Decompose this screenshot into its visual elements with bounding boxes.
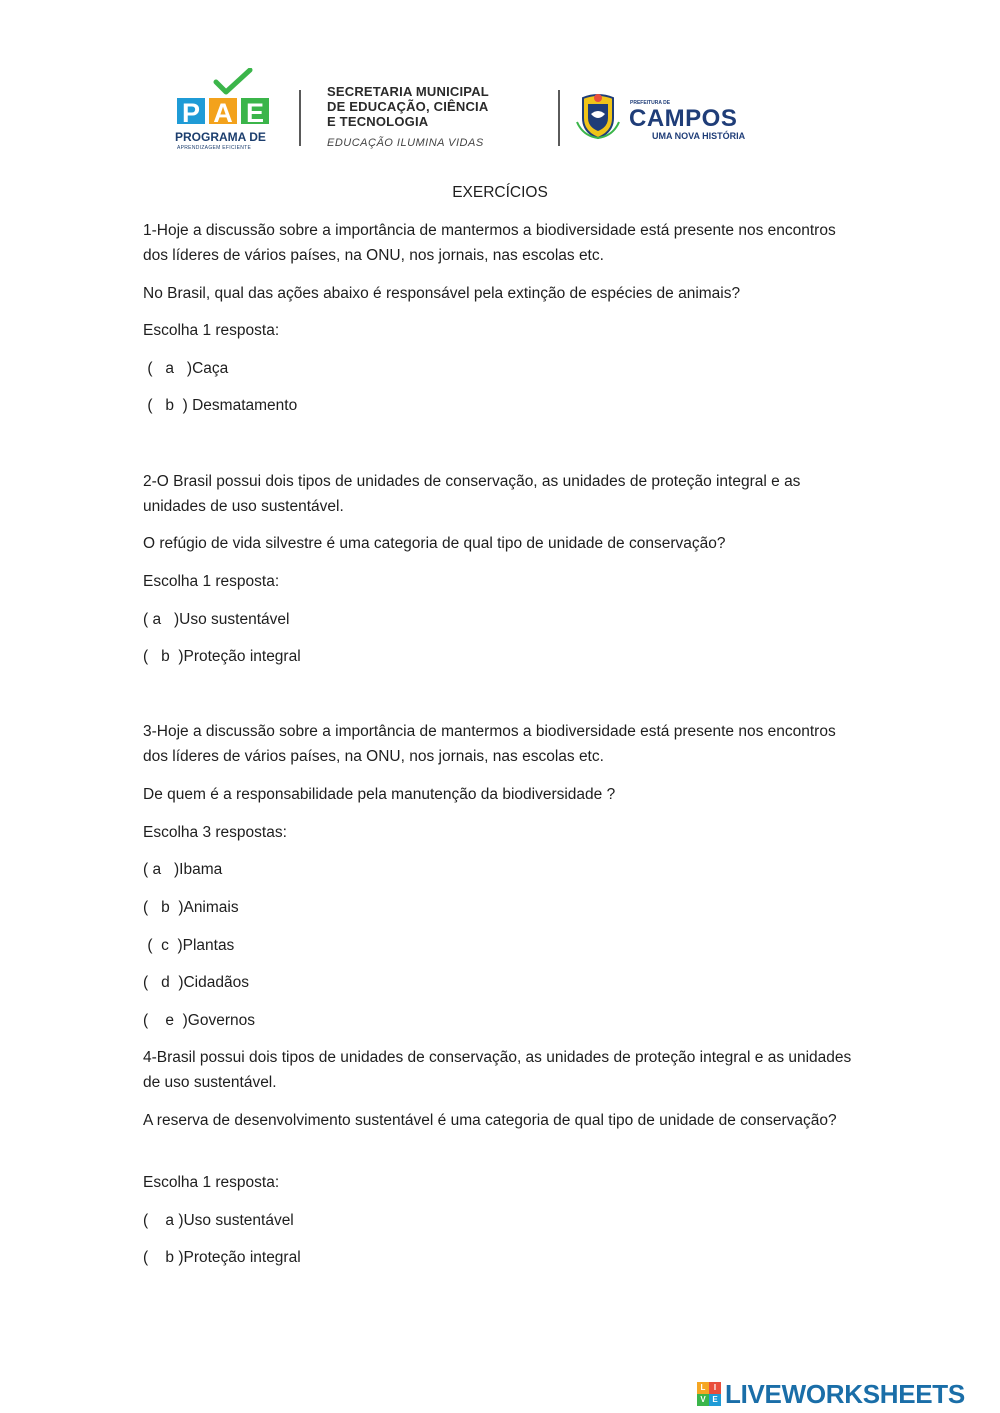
mark-letter: L — [697, 1382, 709, 1394]
question-2-instruction: Escolha 1 resposta: — [143, 573, 280, 590]
page-header — [170, 64, 790, 156]
pae-letter-e: E — [239, 96, 271, 126]
question-4-option-a[interactable]: ( a )Uso sustentável — [143, 1212, 294, 1229]
city-name: CAMPOS — [629, 105, 738, 132]
question-3-option-b[interactable]: ( b )Animais — [143, 899, 239, 916]
question-1-prompt: No Brasil, qual das ações abaixo é responsável pela extinção de espécies de animais? — [143, 285, 741, 302]
pae-letter-p: P — [175, 96, 207, 126]
pae-subtitle: PROGRAMA DE — [175, 130, 266, 144]
liveworksheets-mark-icon — [697, 1382, 721, 1406]
mark-letter: E — [709, 1394, 721, 1406]
secretaria-slogan: EDUCAÇÃO ILUMINA VIDAS — [327, 137, 484, 149]
header-divider — [299, 90, 301, 146]
question-4-prompt: A reserva de desenvolvimento sustentável é uma categoria de qual tipo de unidade de conservação? — [143, 1112, 837, 1129]
secretaria-logo — [327, 84, 489, 149]
question-4-text: 4-Brasil possui dois tipos de unidades de conservação, as unidades de proteção integral e as unidades de uso sustentável. — [143, 1049, 856, 1091]
prefeitura-label: PREFEITURA DE — [630, 100, 671, 106]
question-1-option-b[interactable]: ( b ) Desmatamento — [143, 397, 298, 414]
question-3-option-e[interactable]: ( e )Governos — [143, 1012, 255, 1029]
checkmark-icon — [213, 68, 253, 96]
pae-logo — [173, 68, 283, 158]
question-4-instruction: Escolha 1 resposta: — [143, 1174, 280, 1191]
question-3-option-c[interactable]: ( c )Plantas — [143, 937, 235, 954]
question-2-prompt: O refúgio de vida silvestre é uma categoria de qual tipo de unidade de conservação? — [143, 535, 726, 552]
mark-letter: V — [697, 1394, 709, 1406]
question-1-text: 1-Hoje a discussão sobre a importância de mantermos a biodiversidade está presente nos encontros dos líderes de vários países, na ONU, nos jornais, nas escolas etc. — [143, 222, 841, 264]
question-4-option-b[interactable]: ( b )Proteção integral — [143, 1249, 301, 1266]
liveworksheets-logo — [697, 1378, 965, 1410]
question-1-instruction: Escolha 1 resposta: — [143, 322, 280, 339]
question-1-option-a[interactable]: ( a )Caça — [143, 360, 229, 377]
question-2-text: 2-O Brasil possui dois tipos de unidades de conservação, as unidades de proteção integral e as unidades de uso sustentável. — [143, 473, 805, 515]
question-3-text: 3-Hoje a discussão sobre a importância de mantermos a biodiversidade está presente nos encontros dos líderes de vários países, na ONU, nos jornais, nas escolas etc. — [143, 723, 841, 765]
question-2-option-b[interactable]: ( b )Proteção integral — [143, 648, 301, 665]
question-2-option-a[interactable]: ( a )Uso sustentável — [143, 611, 290, 628]
secretaria-name: SECRETARIA MUNICIPAL DE EDUCAÇÃO, CIÊNCIA E TECNOLOGIA — [327, 84, 489, 129]
question-3-instruction: Escolha 3 respostas: — [143, 824, 287, 841]
question-3-option-d[interactable]: ( d )Cidadãos — [143, 974, 249, 991]
city-subtitle: UMA NOVA HISTÓRIA — [652, 131, 746, 141]
campos-logo — [575, 92, 775, 148]
question-3-prompt: De quem é a responsabilidade pela manutenção da biodiversidade ? — [143, 786, 616, 803]
pae-subtitle-small: APRENDIZAGEM EFICIENTE — [177, 145, 252, 151]
page-title: EXERCÍCIOS — [452, 184, 548, 201]
question-3-option-a[interactable]: ( a )Ibama — [143, 861, 223, 878]
liveworksheets-brand: LIVEWORKSHEETS — [725, 1378, 965, 1409]
crest-icon — [575, 92, 621, 140]
header-divider — [558, 90, 560, 146]
mark-letter: I — [709, 1382, 721, 1394]
pae-letter-a: A — [207, 96, 239, 126]
